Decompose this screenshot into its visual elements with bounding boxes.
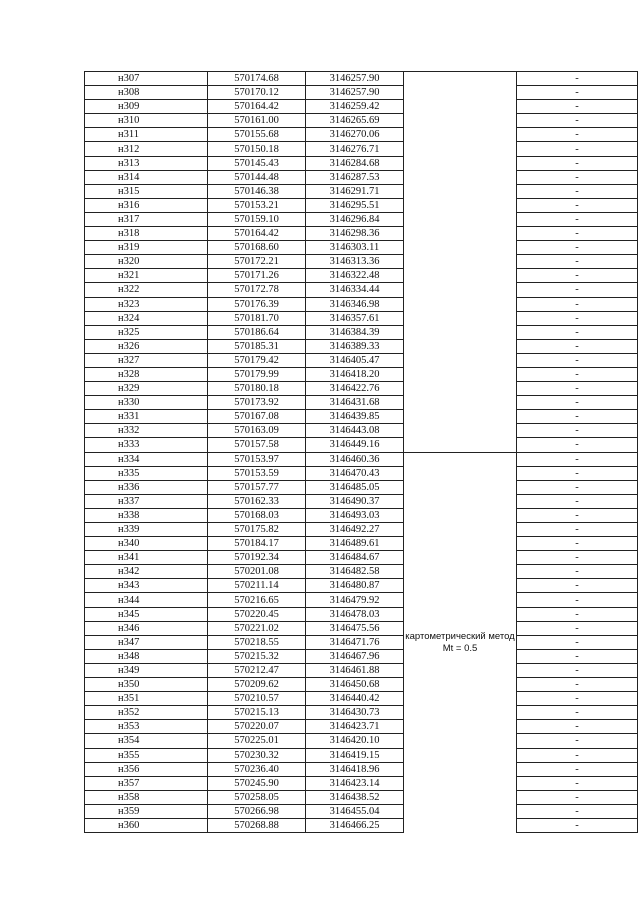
y-coordinate-cell: 3146455.04 [306,804,404,818]
x-coordinate-cell: 570175.82 [208,523,306,537]
point-number-cell: н330 [85,396,208,410]
y-coordinate-cell: 3146492.27 [306,523,404,537]
mark-cell: - [517,227,638,241]
table-row [85,762,638,776]
point-number-cell: н353 [85,720,208,734]
point-number-cell: н328 [85,367,208,381]
x-coordinate-cell: 570168.60 [208,241,306,255]
mark-cell: - [517,170,638,184]
point-number-cell: н351 [85,692,208,706]
point-number-cell: н336 [85,480,208,494]
y-coordinate-cell: 3146478.03 [306,607,404,621]
x-coordinate-cell: 570236.40 [208,762,306,776]
table-row [85,494,638,508]
mark-cell: - [517,480,638,494]
table-row [85,212,638,226]
x-coordinate-cell: 570179.99 [208,367,306,381]
point-number-cell: н319 [85,241,208,255]
y-coordinate-cell: 3146475.56 [306,621,404,635]
x-coordinate-cell: 570216.65 [208,593,306,607]
y-coordinate-cell: 3146418.20 [306,367,404,381]
mark-cell: - [517,804,638,818]
x-coordinate-cell: 570212.47 [208,663,306,677]
y-coordinate-cell: 3146422.76 [306,382,404,396]
x-coordinate-cell: 570230.32 [208,748,306,762]
y-coordinate-cell: 3146303.11 [306,241,404,255]
point-number-cell: н344 [85,593,208,607]
x-coordinate-cell: 570179.42 [208,353,306,367]
mark-cell: - [517,339,638,353]
point-number-cell: н332 [85,424,208,438]
x-coordinate-cell: 570268.88 [208,818,306,832]
point-number-cell: н313 [85,156,208,170]
y-coordinate-cell: 3146490.37 [306,494,404,508]
point-number-cell: н325 [85,325,208,339]
table-row [85,537,638,551]
mark-cell: - [517,635,638,649]
mark-cell: - [517,720,638,734]
mark-cell: - [517,241,638,255]
mark-cell: - [517,353,638,367]
y-coordinate-cell: 3146419.15 [306,748,404,762]
mark-cell: - [517,508,638,522]
x-coordinate-cell: 570215.32 [208,649,306,663]
y-coordinate-cell: 3146313.36 [306,255,404,269]
mark-cell: - [517,156,638,170]
x-coordinate-cell: 570173.92 [208,396,306,410]
table-row [85,396,638,410]
mark-cell: - [517,283,638,297]
coordinates-table [84,71,638,833]
y-coordinate-cell: 3146291.71 [306,184,404,198]
point-number-cell: н322 [85,283,208,297]
x-coordinate-cell: 570153.97 [208,452,306,466]
point-number-cell: н347 [85,635,208,649]
table-row [85,297,638,311]
point-number-cell: н323 [85,297,208,311]
mark-cell: - [517,212,638,226]
point-number-cell: н355 [85,748,208,762]
y-coordinate-cell: 3146480.87 [306,579,404,593]
y-coordinate-cell: 3146493.03 [306,508,404,522]
y-coordinate-cell: 3146357.61 [306,311,404,325]
point-number-cell: н320 [85,255,208,269]
point-number-cell: н337 [85,494,208,508]
table-row [85,86,638,100]
y-coordinate-cell: 3146460.36 [306,452,404,466]
table-row [85,480,638,494]
mark-cell: - [517,706,638,720]
y-coordinate-cell: 3146346.98 [306,297,404,311]
table-row [85,128,638,142]
point-number-cell: н318 [85,227,208,241]
y-coordinate-cell: 3146389.33 [306,339,404,353]
mark-cell: - [517,649,638,663]
table-row [85,325,638,339]
point-number-cell: н356 [85,762,208,776]
mark-cell: - [517,114,638,128]
point-number-cell: н339 [85,523,208,537]
table-row [85,621,638,635]
table-row [85,424,638,438]
point-number-cell: н321 [85,269,208,283]
point-number-cell: н308 [85,86,208,100]
method-cell [404,452,517,833]
mark-cell: - [517,678,638,692]
x-coordinate-cell: 570172.78 [208,283,306,297]
mark-cell: - [517,311,638,325]
y-coordinate-cell: 3146439.85 [306,410,404,424]
x-coordinate-cell: 570185.31 [208,339,306,353]
y-coordinate-cell: 3146482.58 [306,565,404,579]
mark-cell: - [517,762,638,776]
table-row [85,720,638,734]
table-row [85,156,638,170]
point-number-cell: н357 [85,776,208,790]
point-number-cell: н346 [85,621,208,635]
x-coordinate-cell: 570209.62 [208,678,306,692]
mark-cell: - [517,410,638,424]
y-coordinate-cell: 3146298.36 [306,227,404,241]
table-row [85,466,638,480]
x-coordinate-cell: 570201.08 [208,565,306,579]
y-coordinate-cell: 3146461.88 [306,663,404,677]
point-number-cell: н312 [85,142,208,156]
y-coordinate-cell: 3146334.44 [306,283,404,297]
table-row [85,804,638,818]
point-number-cell: н359 [85,804,208,818]
y-coordinate-cell: 3146287.53 [306,170,404,184]
coordinates-table-body [85,72,638,833]
y-coordinate-cell: 3146484.67 [306,551,404,565]
mark-cell: - [517,466,638,480]
x-coordinate-cell: 570220.45 [208,607,306,621]
x-coordinate-cell: 570180.18 [208,382,306,396]
mark-cell: - [517,565,638,579]
point-number-cell: н338 [85,508,208,522]
table-row [85,551,638,565]
x-coordinate-cell: 570146.38 [208,184,306,198]
table-row [85,706,638,720]
point-number-cell: н348 [85,649,208,663]
x-coordinate-cell: 570157.77 [208,480,306,494]
point-number-cell: н333 [85,438,208,452]
point-number-cell: н342 [85,565,208,579]
y-coordinate-cell: 3146257.90 [306,72,404,86]
point-number-cell: н324 [85,311,208,325]
y-coordinate-cell: 3146470.43 [306,466,404,480]
point-number-cell: н343 [85,579,208,593]
y-coordinate-cell: 3146270.06 [306,128,404,142]
x-coordinate-cell: 570164.42 [208,227,306,241]
x-coordinate-cell: 570192.34 [208,551,306,565]
mark-cell: - [517,734,638,748]
y-coordinate-cell: 3146440.42 [306,692,404,706]
table-row [85,692,638,706]
x-coordinate-cell: 570174.68 [208,72,306,86]
x-coordinate-cell: 570266.98 [208,804,306,818]
y-coordinate-cell: 3146284.68 [306,156,404,170]
y-coordinate-cell: 3146405.47 [306,353,404,367]
x-coordinate-cell: 570153.59 [208,466,306,480]
point-number-cell: н331 [85,410,208,424]
point-number-cell: н358 [85,790,208,804]
point-number-cell: н334 [85,452,208,466]
table-row [85,311,638,325]
x-coordinate-cell: 570218.55 [208,635,306,649]
point-number-cell: н350 [85,678,208,692]
y-coordinate-cell: 3146449.16 [306,438,404,452]
y-coordinate-cell: 3146431.68 [306,396,404,410]
x-coordinate-cell: 570163.09 [208,424,306,438]
table-row [85,508,638,522]
y-coordinate-cell: 3146443.08 [306,424,404,438]
y-coordinate-cell: 3146257.90 [306,86,404,100]
x-coordinate-cell: 570157.58 [208,438,306,452]
x-coordinate-cell: 570150.18 [208,142,306,156]
point-number-cell: н317 [85,212,208,226]
y-coordinate-cell: 3146430.73 [306,706,404,720]
table-row [85,114,638,128]
mark-cell: - [517,424,638,438]
y-coordinate-cell: 3146423.14 [306,776,404,790]
x-coordinate-cell: 570162.33 [208,494,306,508]
table-row [85,241,638,255]
mark-cell: - [517,551,638,565]
point-number-cell: н341 [85,551,208,565]
mark-cell: - [517,776,638,790]
point-number-cell: н315 [85,184,208,198]
table-row [85,353,638,367]
y-coordinate-cell: 3146450.68 [306,678,404,692]
mark-cell: - [517,748,638,762]
mark-cell: - [517,142,638,156]
mark-cell: - [517,128,638,142]
method-cell-empty [404,72,517,453]
y-coordinate-cell: 3146259.42 [306,100,404,114]
x-coordinate-cell: 570171.26 [208,269,306,283]
mark-cell: - [517,367,638,381]
x-coordinate-cell: 570245.90 [208,776,306,790]
table-row [85,367,638,381]
table-row [85,410,638,424]
y-coordinate-cell: 3146384.39 [306,325,404,339]
mark-cell: - [517,607,638,621]
table-row [85,748,638,762]
table-row [85,184,638,198]
table-row [85,523,638,537]
table-row [85,227,638,241]
mark-cell: - [517,523,638,537]
point-number-cell: н335 [85,466,208,480]
x-coordinate-cell: 570168.03 [208,508,306,522]
mark-cell: - [517,198,638,212]
mark-cell: - [517,579,638,593]
x-coordinate-cell: 570258.05 [208,790,306,804]
table-row [85,565,638,579]
y-coordinate-cell: 3146479.92 [306,593,404,607]
point-number-cell: н352 [85,706,208,720]
table-row [85,678,638,692]
y-coordinate-cell: 3146485.05 [306,480,404,494]
point-number-cell: н326 [85,339,208,353]
point-number-cell: н311 [85,128,208,142]
x-coordinate-cell: 570215.13 [208,706,306,720]
x-coordinate-cell: 570161.00 [208,114,306,128]
y-coordinate-cell: 3146276.71 [306,142,404,156]
table-row [85,269,638,283]
table-row [85,593,638,607]
table-row [85,339,638,353]
x-coordinate-cell: 570172.21 [208,255,306,269]
x-coordinate-cell: 570225.01 [208,734,306,748]
mark-cell: - [517,72,638,86]
y-coordinate-cell: 3146489.61 [306,537,404,551]
table-row [85,72,638,86]
mark-cell: - [517,494,638,508]
mark-cell: - [517,663,638,677]
table-row [85,635,638,649]
mark-cell: - [517,382,638,396]
method-label: картометрический метод Mt = 0.5 [405,630,515,654]
mark-cell: - [517,537,638,551]
mark-cell: - [517,100,638,114]
x-coordinate-cell: 570155.68 [208,128,306,142]
x-coordinate-cell: 570145.43 [208,156,306,170]
x-coordinate-cell: 570181.70 [208,311,306,325]
y-coordinate-cell: 3146322.48 [306,269,404,283]
y-coordinate-cell: 3146423.71 [306,720,404,734]
table-row [85,198,638,212]
mark-cell: - [517,790,638,804]
table-row [85,607,638,621]
x-coordinate-cell: 570164.42 [208,100,306,114]
mark-cell: - [517,452,638,466]
y-coordinate-cell: 3146471.76 [306,635,404,649]
mark-cell: - [517,621,638,635]
x-coordinate-cell: 570144.48 [208,170,306,184]
y-coordinate-cell: 3146296.84 [306,212,404,226]
x-coordinate-cell: 570176.39 [208,297,306,311]
mark-cell: - [517,297,638,311]
table-row [85,283,638,297]
y-coordinate-cell: 3146466.25 [306,818,404,832]
mark-cell: - [517,396,638,410]
x-coordinate-cell: 570211.14 [208,579,306,593]
x-coordinate-cell: 570159.10 [208,212,306,226]
y-coordinate-cell: 3146418.96 [306,762,404,776]
table-row [85,255,638,269]
table-row [85,170,638,184]
point-number-cell: н327 [85,353,208,367]
x-coordinate-cell: 570210.57 [208,692,306,706]
table-row [85,142,638,156]
y-coordinate-cell: 3146265.69 [306,114,404,128]
table-row [85,438,638,452]
mark-cell: - [517,184,638,198]
mark-cell: - [517,692,638,706]
y-coordinate-cell: 3146295.51 [306,198,404,212]
table-row [85,452,638,466]
mark-cell: - [517,593,638,607]
mark-cell: - [517,269,638,283]
point-number-cell: н314 [85,170,208,184]
y-coordinate-cell: 3146420.10 [306,734,404,748]
table-row [85,649,638,663]
point-number-cell: н354 [85,734,208,748]
table-row [85,790,638,804]
mark-cell: - [517,438,638,452]
x-coordinate-cell: 570221.02 [208,621,306,635]
point-number-cell: н345 [85,607,208,621]
point-number-cell: н310 [85,114,208,128]
point-number-cell: н309 [85,100,208,114]
point-number-cell: н329 [85,382,208,396]
table-row [85,382,638,396]
y-coordinate-cell: 3146438.52 [306,790,404,804]
point-number-cell: н316 [85,198,208,212]
x-coordinate-cell: 570220.07 [208,720,306,734]
table-row [85,734,638,748]
x-coordinate-cell: 570170.12 [208,86,306,100]
point-number-cell: н340 [85,537,208,551]
table-row [85,818,638,832]
mark-cell: - [517,325,638,339]
x-coordinate-cell: 570184.17 [208,537,306,551]
table-row [85,663,638,677]
x-coordinate-cell: 570167.08 [208,410,306,424]
point-number-cell: н307 [85,72,208,86]
point-number-cell: н349 [85,663,208,677]
table-row [85,776,638,790]
mark-cell: - [517,86,638,100]
table-row [85,579,638,593]
x-coordinate-cell: 570186.64 [208,325,306,339]
y-coordinate-cell: 3146467.96 [306,649,404,663]
point-number-cell: н360 [85,818,208,832]
mark-cell: - [517,818,638,832]
mark-cell: - [517,255,638,269]
table-row [85,100,638,114]
x-coordinate-cell: 570153.21 [208,198,306,212]
